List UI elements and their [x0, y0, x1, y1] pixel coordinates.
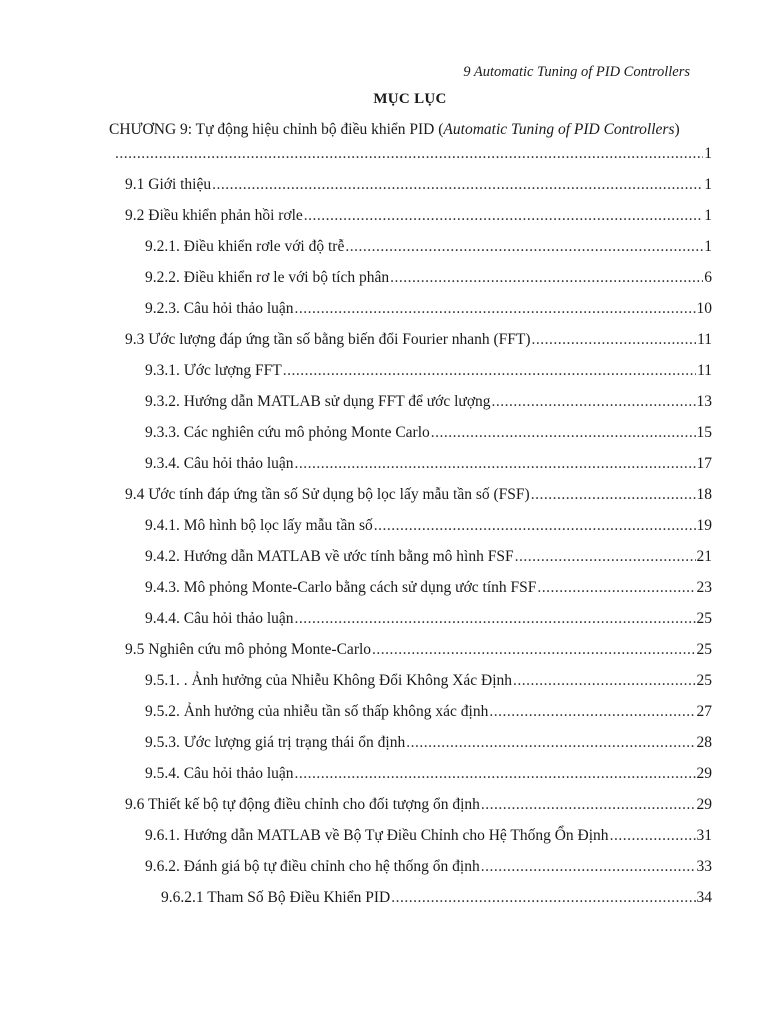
toc-entry-title: 9.4.2. Hướng dẫn MATLAB về ước tính bằng mô hình FSF	[145, 548, 514, 565]
dot-leader	[283, 362, 696, 380]
toc-entry[interactable]	[0, 765, 768, 796]
toc-entry-title: 9.5.2. Ảnh hưởng của nhiễu tần số thấp không xác định	[145, 703, 489, 720]
toc-entry[interactable]	[0, 889, 768, 920]
toc-entry[interactable]	[0, 238, 768, 269]
dot-leader	[374, 517, 696, 535]
toc-entry[interactable]	[0, 548, 768, 579]
toc-entry[interactable]	[0, 703, 768, 734]
dot-leader	[431, 424, 696, 442]
toc-title: MỤC LỤC	[373, 91, 447, 107]
dot-leader	[532, 331, 697, 349]
toc-entry-page-number: 1	[704, 238, 712, 255]
toc-entry-title: 9.2 Điều khiển phản hồi rơle	[125, 207, 303, 224]
dot-leader	[304, 207, 703, 225]
toc-entry[interactable]	[0, 610, 768, 641]
toc-entry-page-number: 6	[704, 269, 712, 286]
chapter-leader-row[interactable]	[114, 145, 712, 163]
toc-entry-title: 9.6 Thiết kế bộ tự động điều chỉnh cho đối tượng ổn định	[125, 796, 480, 813]
toc-entry-page-number: 11	[697, 331, 712, 348]
dot-leader	[537, 579, 695, 597]
toc-entry-page-number: 13	[696, 393, 712, 410]
dot-leader	[489, 703, 695, 721]
toc-entry-title: 9.5.3. Ước lượng giá trị trạng thái ổn định	[145, 734, 406, 751]
toc-entry-page-number: 34	[696, 889, 712, 906]
toc-entry-page-number: 27	[696, 703, 712, 720]
dot-leader	[515, 548, 696, 566]
toc-entry[interactable]	[0, 734, 768, 765]
chapter-page-number: 1	[704, 145, 712, 162]
toc-entry-title: 9.3 Ước lượng đáp ứng tần số bằng biến đổi Fourier nhanh (FFT)	[125, 331, 531, 348]
toc-entry-title: 9.2.2. Điều khiển rơ le với bộ tích phân	[145, 269, 390, 286]
toc-entry[interactable]	[0, 579, 768, 610]
chapter-title-en: Automatic Tuning of PID Controllers	[443, 121, 675, 138]
toc-entry-title: 9.2.3. Câu hỏi thảo luận	[145, 300, 294, 317]
dot-leader	[531, 486, 696, 504]
dot-leader	[212, 176, 703, 194]
toc-entry-page-number: 19	[696, 517, 712, 534]
dot-leader	[390, 269, 703, 287]
toc-entry-list	[0, 176, 768, 920]
toc-entry-title: 9.2.1. Điều khiển rơle với độ trễ	[145, 238, 345, 255]
toc-entry-page-number: 10	[696, 300, 712, 317]
toc-entry-page-number: 15	[696, 424, 712, 441]
toc-entry-title: 9.4.4. Câu hỏi thảo luận	[145, 610, 294, 627]
toc-entry[interactable]	[0, 362, 768, 393]
dot-leader	[406, 734, 695, 752]
toc-entry[interactable]	[0, 269, 768, 300]
dot-leader	[481, 796, 696, 814]
toc-entry-page-number: 18	[696, 486, 712, 503]
toc-entry[interactable]	[0, 641, 768, 672]
toc-entry-title: 9.5.1. . Ảnh hưởng của Nhiễu Không Đổi Không Xác Định	[145, 672, 513, 689]
toc-entry-title: 9.6.2. Đánh giá bộ tự điều chỉnh cho hệ thống ổn định	[145, 858, 480, 875]
toc-entry[interactable]	[0, 300, 768, 331]
toc-entry[interactable]	[0, 858, 768, 889]
toc-entry-page-number: 1	[704, 176, 712, 193]
toc-entry[interactable]	[0, 517, 768, 548]
toc-entry-page-number: 17	[696, 455, 712, 472]
dot-leader	[513, 672, 695, 690]
toc-entry[interactable]	[0, 331, 768, 362]
toc-entry-title: 9.4.3. Mô phỏng Monte-Carlo bằng cách sử dụng ước tính FSF	[145, 579, 537, 596]
dot-leader	[295, 455, 696, 473]
toc-entry[interactable]	[0, 455, 768, 486]
toc-entry-page-number: 25	[696, 641, 712, 658]
toc-entry-title: 9.3.2. Hướng dẫn MATLAB sử dụng FFT để ước lượng	[145, 393, 491, 410]
running-header: 9 Automatic Tuning of PID Controllers	[463, 64, 690, 80]
toc-entry[interactable]	[0, 827, 768, 858]
toc-entry-page-number: 1	[704, 207, 712, 224]
toc-entry[interactable]	[0, 176, 768, 207]
toc-entry-page-number: 29	[696, 765, 712, 782]
toc-entry-page-number: 25	[696, 610, 712, 627]
dot-leader	[481, 858, 696, 876]
dot-leader	[492, 393, 696, 411]
toc-entry-title: 9.4.1. Mô hình bộ lọc lấy mẫu tần số	[145, 517, 373, 534]
dot-leader	[295, 300, 696, 318]
toc-entry[interactable]	[0, 796, 768, 827]
toc-entry-title: 9.5 Nghiên cứu mô phỏng Monte-Carlo	[125, 641, 372, 658]
toc-entry-page-number: 29	[696, 796, 712, 813]
chapter-title-suffix: )	[674, 121, 680, 138]
toc-entry-page-number: 31	[696, 827, 712, 844]
toc-entry-title: 9.6.2.1 Tham Số Bộ Điều Khiển PID	[161, 889, 391, 906]
toc-entry-page-number: 23	[696, 579, 712, 596]
toc-entry[interactable]	[0, 672, 768, 703]
toc-entry-title: 9.4 Ước tính đáp ứng tần số Sử dụng bộ lọc lấy mẫu tần số (FSF)	[125, 486, 530, 503]
dot-leader	[115, 145, 703, 163]
toc-entry[interactable]	[0, 393, 768, 424]
toc-entry-page-number: 21	[696, 548, 712, 565]
toc-entry-title: 9.3.4. Câu hỏi thảo luận	[145, 455, 294, 472]
toc-entry-page-number: 33	[696, 858, 712, 875]
toc-entry-page-number: 28	[696, 734, 712, 751]
toc-entry-title: 9.3.3. Các nghiên cứu mô phỏng Monte Carlo	[145, 424, 430, 441]
toc-entry[interactable]	[0, 486, 768, 517]
dot-leader	[295, 765, 696, 783]
toc-entry-title: 9.5.4. Câu hỏi thảo luận	[145, 765, 294, 782]
dot-leader	[372, 641, 695, 659]
chapter-heading[interactable]	[109, 121, 680, 139]
dot-leader	[391, 889, 695, 907]
toc-entry-title: 9.3.1. Ước lượng FFT	[145, 362, 282, 379]
toc-entry-title: 9.1 Giới thiệu	[125, 176, 212, 193]
dot-leader	[610, 827, 696, 845]
chapter-title-vi: CHƯƠNG 9: Tự động hiệu chỉnh bộ điều khiển PID (	[109, 121, 444, 138]
dot-leader	[345, 238, 703, 256]
toc-entry-page-number: 25	[696, 672, 712, 689]
toc-entry[interactable]	[0, 424, 768, 455]
dot-leader	[295, 610, 696, 628]
toc-entry-title: 9.6.1. Hướng dẫn MATLAB về Bộ Tự Điều Chỉnh cho Hệ Thống Ổn Định	[145, 827, 609, 844]
toc-entry-page-number: 11	[697, 362, 712, 379]
toc-entry[interactable]	[0, 207, 768, 238]
